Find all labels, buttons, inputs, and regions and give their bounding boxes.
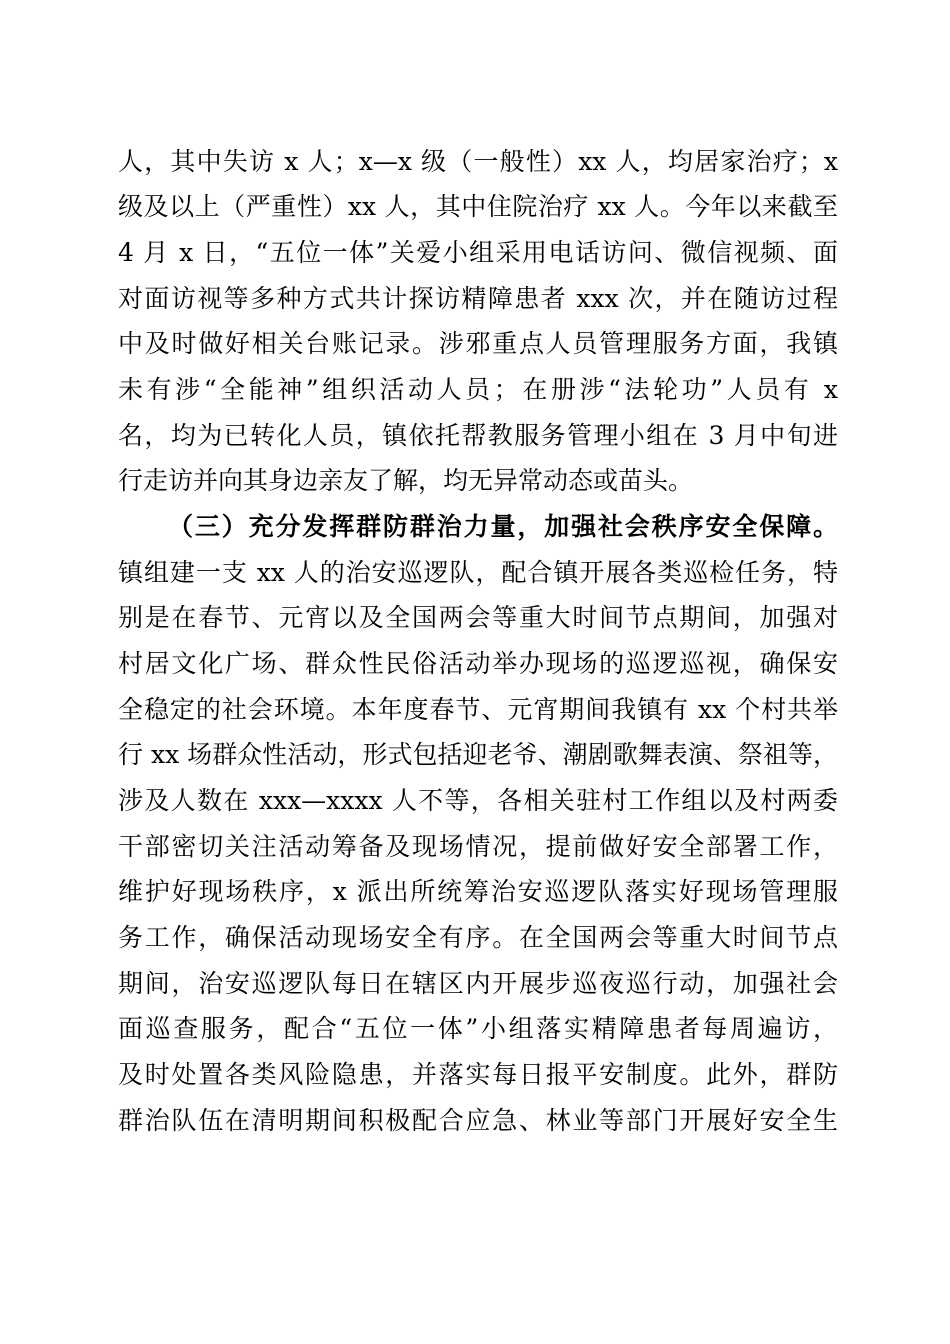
paragraph-line: 行 xx 场群众性活动，形式包括迎老爷、潮剧歌舞表演、祭祖等， [118,740,838,769]
paragraph-line: 维护好现场秩序，x 派出所统筹治安巡逻队落实好现场管理服 [118,877,838,906]
paragraph-line: 人，其中失访 x 人；x—x 级（一般性）xx 人，均居家治疗；x [118,147,838,176]
paragraph-line: 面巡查服务，配合“五位一体”小组落实精障患者每周遍访， [118,1014,838,1043]
paragraph-line: 未有涉“全能神”组织活动人员；在册涉“法轮功”人员有 x [118,375,838,404]
paragraph-line: 群治队伍在清明期间积极配合应急、林业等部门开展好安全生 [118,1106,838,1135]
paragraph-line: 村居文化广场、群众性民俗活动举办现场的巡逻巡视，确保安 [118,649,838,678]
paragraph-line: 中及时做好相关台账记录。涉邪重点人员管理服务方面，我镇 [118,329,838,358]
paragraph-line: 别是在春节、元宵以及全国两会等重大时间节点期间，加强对 [118,603,838,632]
paragraph-line: 级及以上（严重性）xx 人，其中住院治疗 xx 人。今年以来截至 [118,192,838,221]
paragraph-line: 务工作，确保活动现场安全有序。在全国两会等重大时间节点 [118,923,838,952]
paragraph-line: 及时处置各类风险隐患，并落实每日报平安制度。此外，群防 [118,1060,838,1089]
paragraph-line: 干部密切关注活动筹备及现场情况，提前做好安全部署工作， [118,832,838,861]
paragraph-line: 涉及人数在 xxx—xxxx 人不等，各相关驻村工作组以及村两委 [118,786,838,815]
section-heading: （三）充分发挥群防群治力量，加强社会秩序安全保障。 [168,512,838,541]
paragraph-line: 4 月 x 日，“五位一体”关爱小组采用电话访问、微信视频、面 [118,238,838,267]
paragraph-line: 名，均为已转化人员，镇依托帮教服务管理小组在 3 月中旬进 [118,421,838,450]
paragraph-line: 镇组建一支 xx 人的治安巡逻队，配合镇开展各类巡检任务，特 [118,558,838,587]
paragraph-line: 期间，治安巡逻队每日在辖区内开展步巡夜巡行动，加强社会 [118,969,838,998]
paragraph-line: 对面访视等多种方式共计探访精障患者 xxx 次，并在随访过程 [118,284,838,313]
paragraph-line: 行走访并向其身边亲友了解，均无异常动态或苗头。 [118,466,694,495]
paragraph-line: 全稳定的社会环境。本年度春节、元宵期间我镇有 xx 个村共举 [118,695,838,724]
